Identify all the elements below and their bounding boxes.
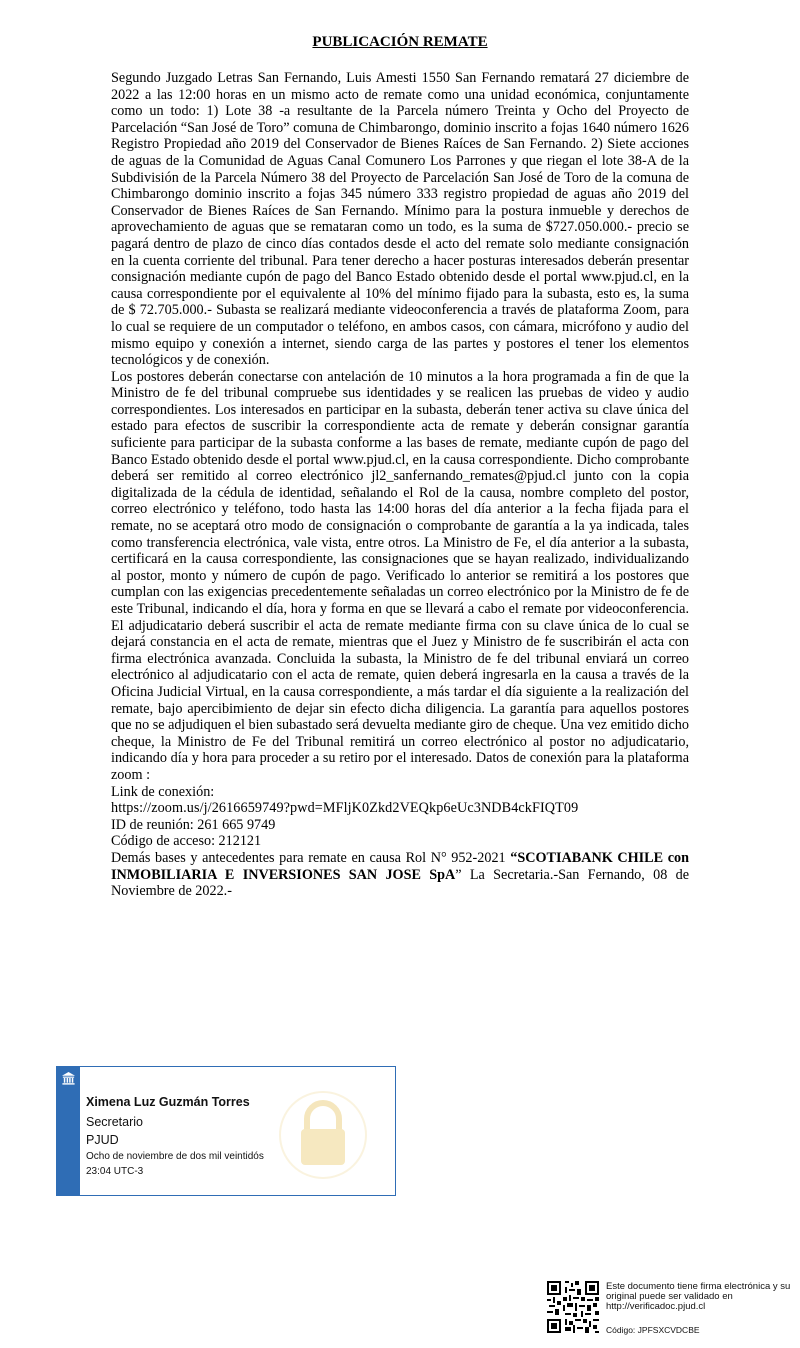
signer-role: Secretario [86,1115,143,1129]
zoom-link[interactable]: https://zoom.us/j/2616659749?pwd=MFljK0Zkd2VEQkp6eUc3NDB4ckFIQT09 [111,800,579,817]
closing-paragraph [111,850,689,900]
courthouse-icon [61,1071,76,1086]
case-name: “SCOTIABANK CHILE con INMOBILIARIA E INVERSIONES SAN JOSE SpA [111,849,690,883]
access-code: Código de acceso: 212121 [111,833,262,850]
qr-code-icon [547,1281,599,1333]
paragraph-bidding-instructions: Los postores deberán conectarse con antelación de 10 minutos a la hora programada a fin de que la Ministro de fe del tribunal compruebe sus identidades y se realicen las pruebas de video y audio correspondientes. Los interesados en participar en la subasta, deberán tener activa su clave única del estado para efectos de suscribir la correspondiente acta de remate y deberán consignar garantía suficiente para participar de la subasta conforme a las bases de remate, mediante cupón de pago del Banco Estado obtenido desde el portal www.pjud.cl, en la causa correspondiente. Dicho comprobante deberá ser remitido al correo electrónico jl2_sanfernando_remates@pjud.cl junto con la copia digitalizada de la cédula de identidad, señalando el Rol de la causa, nombre completo del postor, correo electrónico y teléfono, todo hasta las 14:00 horas del día anterior a la fecha fijada para el remate, no se aceptará otro modo de consignación o comprobante de garantía a la ya indicada, tales como transferencia electrónica, vale vista, entre otros. La Ministro de Fe, el día anterior a la subasta, certificará en la causa correspondiente, las consignaciones que se hayan realizado, individualizando al postor, monto y número de cupón de pago. Verificado lo anterior se remitirá a los postores que cumplan con las exigencias precedentemente señaladas un correo electrónico por la Ministro de fe de este Tribunal, indicando el día, hora y forma en que se llevará a cabo el remate por videoconferencia. El adjudicatario deberá suscribir el acta de remate mediante firma con su clave única de lo cual se dejará constancia en el acta de remate, mientras que el Juez y Ministro de fe suscribirán el acta con firma electrónica avanzada. Concluida la subasta, la Ministro de fe del tribunal enviará un correo electrónico al adjudicatario con el acta de remate, quien deberá ingresarla en la causa a través de la Oficina Judicial Virtual, en la causa correspondiente, a más tardar el día siguiente a la realización del remate, bajo apercibimiento de dejar sin efecto dicha diligencia. La garantía para aquellos postores que no se adjudiquen el bien subastado será devuelta mediante giro de cheque. Una vez emitido dicho cheque, la Ministro de Fe del Tribunal remitirá un correo electrónico al postor no adjudicatario, indicando día y hora para proceder a su retiro por el interesado. Datos de conexión para la plataforma zoom : [111,368,689,783]
signature-sidebar [57,1067,80,1195]
verification-text: Este documento tiene firma electrónica y su original puede ser validado en http://verificadoc.pjud.cl [606,1281,791,1313]
signature-details [86,1095,264,1177]
signature-date: Ocho de noviembre de dos mil veintidós [86,1151,264,1162]
meeting-id: ID de reunión: 261 665 9749 [111,816,276,833]
lock-watermark-icon [279,1087,367,1183]
closing-suffix: ” La Secretaria.-San Fernando, 08 de Noviembre de 2022.- [111,866,689,900]
signer-organization: PJUD [86,1133,119,1147]
verification-code: Código: JPFSXCVDCBE [606,1325,700,1335]
electronic-signature-box [56,1066,396,1196]
document-body [111,70,689,900]
connection-label: Link de conexión: [111,783,215,800]
signature-time: 23:04 UTC-3 [86,1166,144,1177]
signer-name: Ximena Luz Guzmán Torres [86,1095,250,1109]
paragraph-auction-details: Segundo Juzgado Letras San Fernando, Luis Amesti 1550 San Fernando rematará 27 diciembre de 2022 a las 12:00 horas en un mismo acto de remate como una unidad económica, conjuntamente como un todo: 1) Lote 38 -a resultante de la Parcela número Treinta y Ocho del Proyecto de Parcelación “San José de Toro” comuna de Chimbarongo, dominio inscrito a fojas 1640 número 1626 Registro Propiedad año 2019 del Conservador de Bienes Raíces de San Fernando. 2) Siete acciones de aguas de la Comunidad de Aguas Canal Comunero Los Parrones y que riegan el lote 38-A de la Subdivisión de la Parcela Número 38 del Proyecto de Parcelación San José de Toro de la comuna de Chimbarongo dominio inscrito a fojas 345 número 333 registro propiedad de aguas año 2019 del Conservador de Bienes Raíces de San Fernando. Mínimo para la postura inmueble y derechos de aprovechamiento de aguas que se remataran como un todo, es la suma de $727.050.000.- precio se pagará dentro de plazo de cinco días contados desde el acto del remate solo mediante consignación en la cuenta corriente del tribunal. Para tener derecho a hacer posturas interesados deberán presentar consignación mediante cupón de pago del Banco Estado obtenido desde el portal www.pjud.cl, en la causa correspondiente por el equivalente al 10% del mínimo fijado para la subasta, esto es, la suma de $ 72.705.000.- Subasta se realizará mediante videoconferencia a través de plataforma Zoom, para lo cual se requiere de un computador o teléfono, en ambos casos, con cámara, micrófono y audio del mismo equipo y conexión a internet, siendo carga de las partes y postores el tener los elementos tecnológicos y de conexión. [111,70,689,369]
document-title: PUBLICACIÓN REMATE [312,34,488,50]
closing-prefix: Demás bases y antecedentes para remate en causa Rol N° 952-2021 [111,849,511,866]
